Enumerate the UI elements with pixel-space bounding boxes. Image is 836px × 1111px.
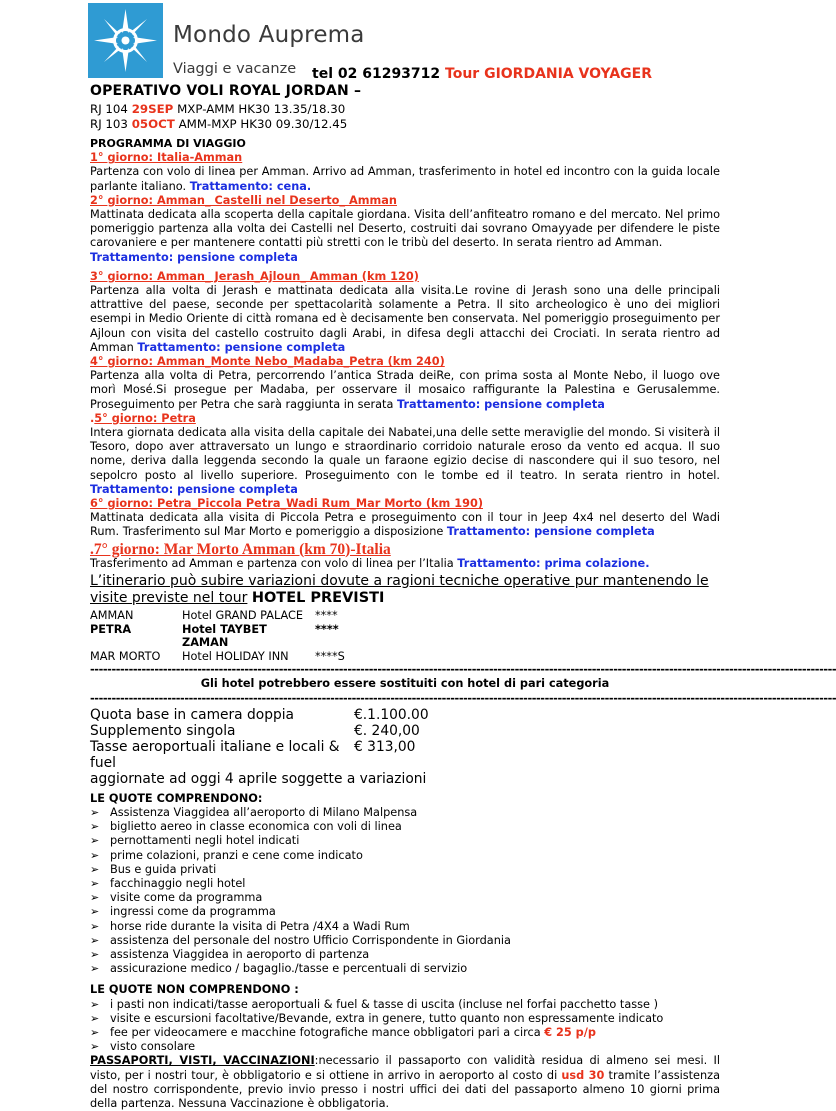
price-note: aggiornate ad oggi 4 aprile soggette a variazioni [90,770,427,787]
day-2 [90,194,720,265]
day-title: 4° giorno: Amman_Monte Nebo_Madaba_Petra (km 240) [90,355,445,369]
day-7 [90,540,720,571]
day-3 [90,270,720,355]
divider: ------------------------------------------------------------------------------------------------------------------------------------------------------------------------------ [90,663,836,677]
phone-and-tour [312,67,652,81]
list-item: ➢ fee per videocamere e macchine fotografiche mance obbligatori pari a circa € 25 p/p [90,1026,720,1040]
day-text: Mattinata dedicata alla scoperta della capitale giordana. Visita dell’anfiteatro romano e del mercato. Nel primo pomeriggio partenza alla volta dei Castelli nel Deserto, costruiti dai sovrano Omayyade per difendere le piste carovaniere e per mantenere contatti più stretti con le tribù del deserto. In serata rientro ad Amman. [90,208,720,250]
brand-name: Mondo Auprema [173,22,365,48]
price-row: Tasse aeroportuali italiane e locali & fuel € 313,00 [90,738,416,771]
list-item: ➢ pernottamenti negli hotel indicati [90,834,720,848]
price-row: Supplemento singola €. 240,00 [90,722,420,739]
list-item: ➢ biglietto aereo in classe economica con voli di linea [90,820,720,834]
hotel-substitution-note: Gli hotel potrebbero essere sostituiti con hotel di pari categoria [200,677,610,691]
day-1 [90,151,720,194]
included-heading: LE QUOTE COMPRENDONO: [90,791,263,805]
hotel-row: MAR MORTO Hotel HOLIDAY INN ****S [90,649,345,663]
included-list [90,806,720,976]
hotel-list [90,609,720,663]
list-item: ➢ Bus e guida privati [90,863,720,877]
flight-row: RJ 103 05OCT AMM-MXP HK30 09.30/12.45 [90,116,348,131]
day-treatment: Trattamento: pensione completa [90,250,298,264]
list-item: ➢ horse ride durante la visita di Petra /4X4 a Wadi Rum [90,920,720,934]
excluded-section [90,983,720,1054]
day-4 [90,355,720,412]
day-title: .5° giorno: Petra [90,411,196,425]
program-section [90,137,836,1111]
hotel-row: PETRA Hotel TAYBET ZAMAN **** [90,622,339,650]
itinerary-note: L’itinerario può subire variazioni dovute a ragioni tecniche operative pur mantenendo le visite previste nel tour HOTEL PREVISTI [90,573,709,607]
day-title: 3° giorno: Amman_ Jerash_Ajloun_ Amman (km 120) [90,269,419,283]
day-title: .7° giorno: Mar Morto Amman (km 70)-Italia [90,540,391,558]
brand-tagline: Viaggi e vacanze [173,61,297,77]
day-6 [90,497,720,540]
day-title: 2° giorno: Amman_ Castelli nel Deserto_ Amman [90,193,397,207]
list-item: ➢ ingressi come da programma [90,905,720,919]
page-title: OPERATIVO VOLI ROYAL JORDAN – [90,83,362,99]
list-item: ➢ prime colazioni, pranzi e cene come indicato [90,849,720,863]
day-5 [90,412,720,497]
day-text: Partenza alla volta di Jerash e mattinata dedicata alla visita.Le rovine di Jerash sono una delle principali attrattive del paese, seconde per spettacolarità solamente a Petra. Il sito archeologico è uno dei migliori esempi in Medio Oriente di città romana ed è decisamente ben conservata. Nel pomeriggio proseguimento per Ajloun con visita del castello costruito dagli Arabi, in difesa degli attacchi dei Crociati. In serata rientro ad Amman Trattamento: pensione completa [90,284,720,354]
day-text: Partenza alla volta di Petra, percorrendo l’antica Strada deiRe, con prima sosta al Monte Nebo, il luogo ove morì Mosé.Si prosegue per Madaba, per osservare il mosaico raffigurante la Palestina e Gerusalemme. Proseguimento per Petra che sarà raggiunta in serata Trattamento: pensione completa [90,369,720,411]
day-title: 1° giorno: Italia-Amman [90,151,243,165]
day-text: Intera giornata dedicata alla visita della capitale dei Nabatei,una delle sette meraviglie del mondo. Si visiterà il Tesoro, dopo aver attraversato un lungo e straordinario corridoio naturale eroso da vento ed acqua. Il suo nome, deriva dalla leggenda secondo la quale un faraone egizio decise di nascondere qui il suo tesoro, nel sepolcro posto al livello superiore. Proseguimento con le tombe ed il teatro. In serata rientro in hotel. Trattamento: pensione completa [90,426,720,496]
list-item: ➢ Assistenza Viaggidea all’aeroporto di Milano Malpensa [90,806,720,820]
flight-row: RJ 104 29SEP MXP-AMM HK30 13.35/18.30 [90,102,346,116]
list-item: ➢ assicurazione medico / bagaglio./tasse e percentuali di servizio [90,962,720,976]
hotels-heading: HOTEL PREVISTI [251,590,385,607]
price-list [90,707,720,787]
day-text: Partenza con volo di linea per Amman. Arrivo ad Amman, trasferimento in hotel ed incontro con la guida locale parlante italiano. Trattamento: cena. [90,165,720,193]
price-row: Quota base in camera doppia €.1.100.00 [90,706,429,723]
tour-name: Tour GIORDANIA VOYAGER [445,66,653,82]
day-text: Trasferimento ad Amman e partenza con volo di linea per l’Italia Trattamento: prima colazione. [90,556,650,570]
included-section [90,792,720,977]
excluded-list [90,998,720,1055]
day-title: 6° giorno: Petra_Piccola Petra_Wadi Rum_Mar Morto (km 190) [90,497,483,511]
flight-list [90,102,347,131]
program-heading: PROGRAMMA DI VIAGGIO [90,137,246,150]
documents-paragraph: PASSAPORTI, VISTI, VACCINAZIONI:necessario il passaporto con validità residua di almeno sei mesi. Il visto, per i nostri tour, è obbligatorio e si ottiene in arrivo in aeroporto al costo di usd 30 tramite l’assistenza del nostro corrispondente, previo invio presso i nostri uffici dei dati del passaporto almeno 10 giorni prima della partenza. Nessuna Vaccinazione è obbligatoria. [90,1054,721,1110]
phone-number: tel 02 61293712 [312,66,441,82]
excluded-heading: LE QUOTE NON COMPRENDONO : [90,983,299,997]
list-item: ➢ facchinaggio negli hotel [90,877,720,891]
divider: ------------------------------------------------------------------------------------------------------------------------------------------------------------------------------ [90,691,836,705]
hotel-row: AMMAN Hotel GRAND PALACE **** [90,609,338,623]
list-item: ➢ visite e escursioni facoltative/Bevande, extra in genere, tutto quanto non espressamente indicato [90,1012,720,1026]
list-item: ➢ i pasti non indicati/tasse aeroportuali & fuel & tasse di uscita (incluse nel forfai pacchetto tasse ) [90,998,720,1012]
list-item: ➢ visite come da programma [90,891,720,905]
day-text: Mattinata dedicata alla visita di Piccola Petra e proseguimento con il tour in Jeep 4x4 nel deserto del Wadi Rum. Trasferimento sul Mar Morto e pomeriggio a disposizione Trattamento: pensione completa [90,511,720,539]
list-item: ➢ assistenza Viaggidea in aeroporto di partenza [90,948,720,962]
logo-compass-icon [88,3,163,78]
list-item: ➢ assistenza del personale del nostro Ufficio Corrispondente in Giordania [90,934,720,948]
list-item: ➢ visto consolare [90,1040,720,1054]
